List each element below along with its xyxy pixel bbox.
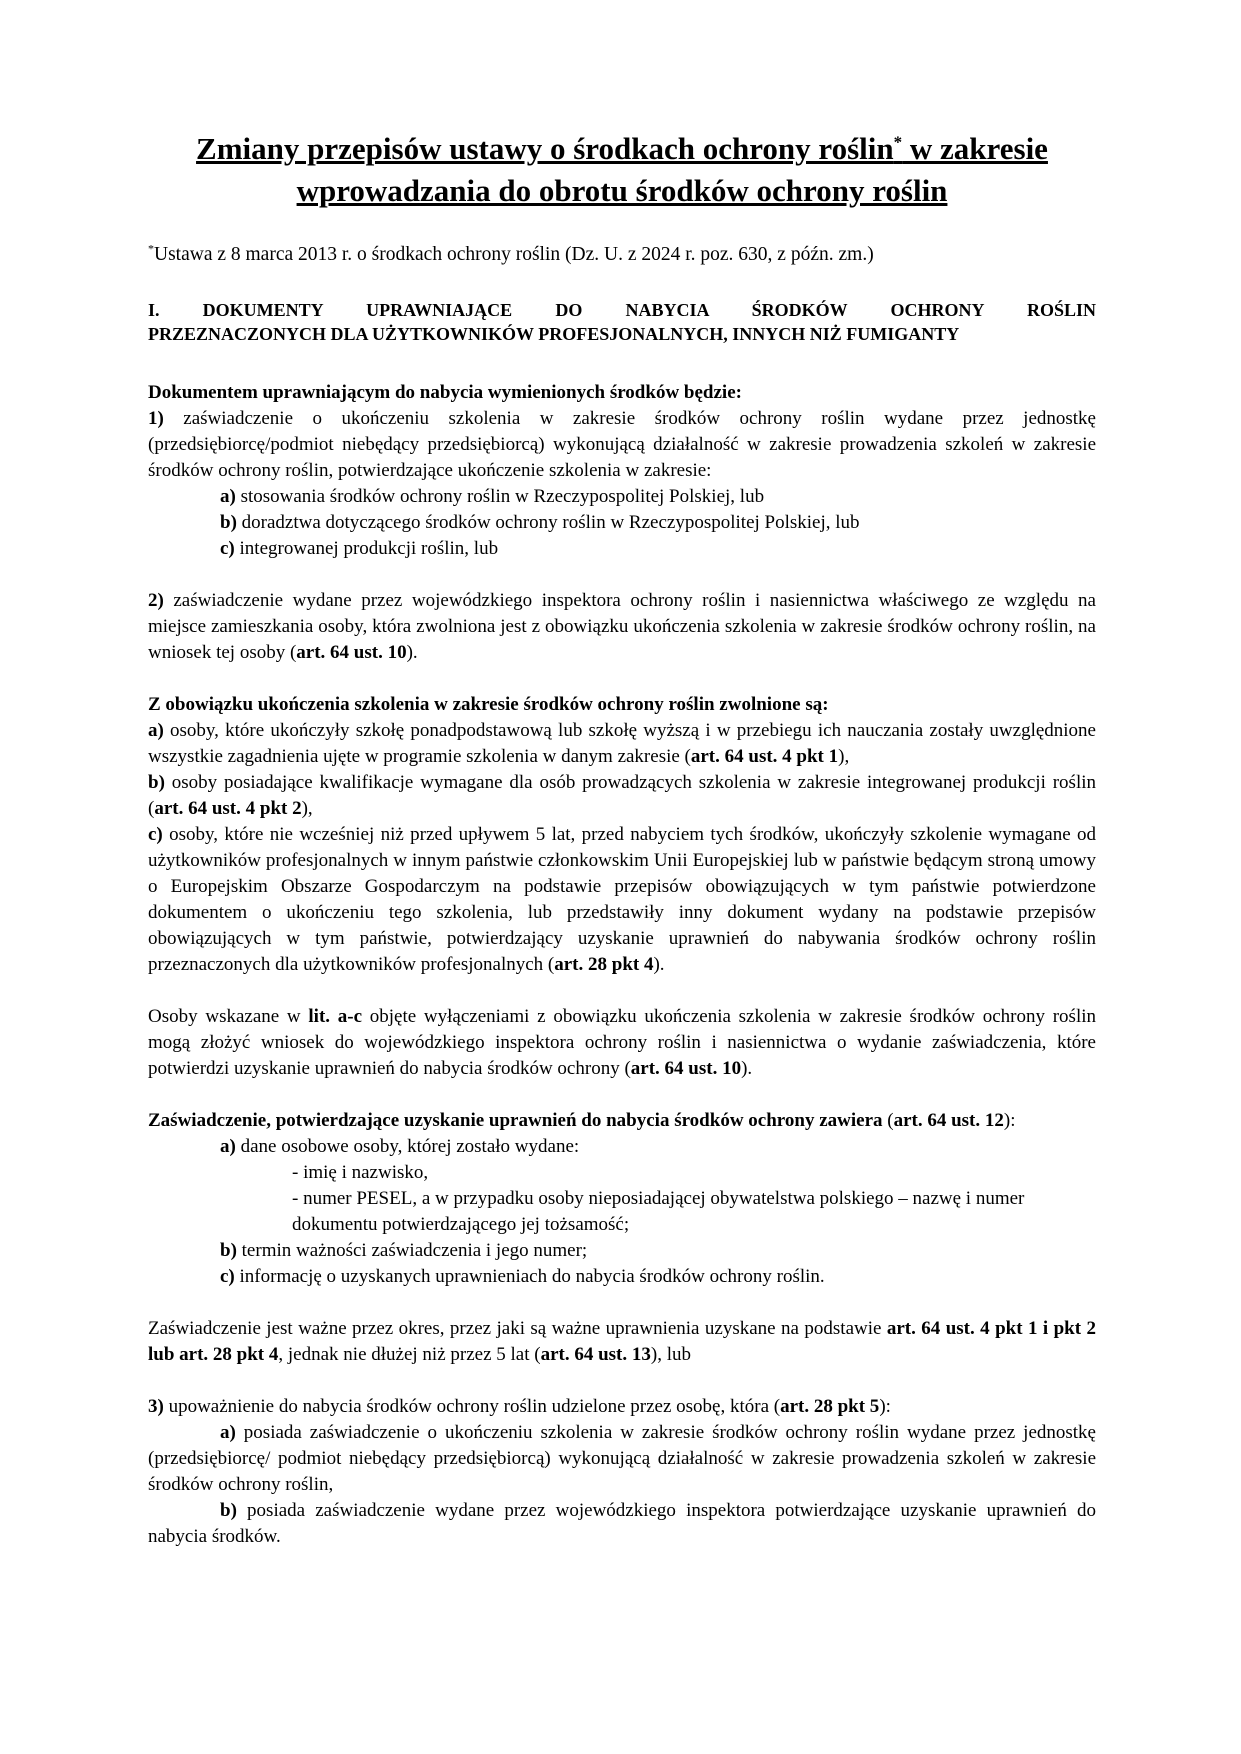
exempt-a: a) osoby, które ukończyły szkołę ponadpodstawową lub szkołę wyższą i w przebiegu ich nauczania zostały uwzględnione wszystkie zagadnienia ujęte w programie szkolenia w danym zakresie (art. 64 ust. 4 pkt 1), bbox=[148, 720, 1096, 767]
certificate-a-sub1: - imię i nazwisko, bbox=[292, 1162, 429, 1183]
document-page bbox=[148, 128, 1096, 1550]
exempt-b: b) osoby posiadające kwalifikacje wymagane dla osób prowadzących szkolenia w zakresie integrowanej produkcji roślin (art. 64 ust. 4 pkt 2), bbox=[148, 772, 1096, 819]
item-1: 1) zaświadczenie o ukończeniu szkolenia w zakresie środków ochrony roślin wydane przez jednostkę (przedsiębiorcę/podmiot niebędący przedsiębiorcą) wykonującą działalność w zakresie prowadzenia szkoleń w zakresie środków ochrony roślin, potwierdzające ukończenie szkolenia w zakresie: bbox=[148, 408, 1096, 481]
certificate-b: b) termin ważności zaświadczenia i jego numer; bbox=[220, 1240, 588, 1261]
doc-intro: Dokumentem uprawniającym do nabycia wymienionych środków będzie: bbox=[148, 382, 742, 403]
document-title bbox=[148, 128, 1096, 212]
persons-paragraph: Osoby wskazane w lit. a-c objęte wyłączeniami z obowiązku ukończenia szkolenia w zakresie środków ochrony roślin mogą złożyć wniosek do wojewódzkiego inspektora ochrony roślin i nasiennictwa o wydanie zaświadczenia, które potwierdzi uzyskanie uprawnień do nabycia środków ochrony (art. 64 ust. 10). bbox=[148, 1006, 1096, 1079]
certificate-c: c) informację o uzyskanych uprawnieniach do nabycia środków ochrony roślin. bbox=[220, 1266, 825, 1287]
certificate-heading: Zaświadczenie, potwierdzające uzyskanie uprawnień do nabycia środków ochrony zawiera (art. 64 ust. 12): bbox=[148, 1110, 1016, 1131]
item-3: 3) upoważnienie do nabycia środków ochrony roślin udzielone przez osobę, która (art. 28 pkt 5): bbox=[148, 1396, 891, 1417]
exempt-c: c) osoby, które nie wcześniej niż przed upływem 5 lat, przed nabyciem tych środków, ukończyły szkolenie wymagane od użytkowników profesjonalnych w innym państwie członkowskim Unii Europejskiej lub w państwie będącym stroną umowy o Europejskim Obszarze Gospodarczym na podstawie przepisów obowiązujących w tym państwie potwierdzone dokumentem o ukończeniu tego szkolenia, lub przedstawiły inny dokument wydany na podstawie przepisów obowiązujących w tym państwie, potwierdzający uzyskanie uprawnień do nabywania środków ochrony roślin przeznaczonych dla użytkowników profesjonalnych (art. 28 pkt 4). bbox=[148, 824, 1096, 975]
item-1-b: b) doradztwa dotyczącego środków ochrony roślin w Rzeczypospolitej Polskiej, lub bbox=[220, 512, 860, 533]
item-1-a: a) stosowania środków ochrony roślin w Rzeczypospolitej Polskiej, lub bbox=[220, 486, 765, 507]
title-line-1: Zmiany przepisów ustawy o środkach ochrony roślin* w zakresie bbox=[196, 131, 1048, 166]
item-3-b: b) posiada zaświadczenie wydane przez wojewódzkiego inspektora potwierdzające uzyskanie uprawnień do nabycia środków. bbox=[148, 1500, 1096, 1547]
footnote: *Ustawa z 8 marca 2013 r. o środkach ochrony roślin (Dz. U. z 2024 r. poz. 630, z późn. zm.) bbox=[148, 241, 874, 265]
certificate-a-sub2: - numer PESEL, a w przypadku osoby nieposiadającej obywatelstwa polskiego – nazwę i numer dokumentu potwierdzającego jej tożsamość; bbox=[292, 1188, 1025, 1235]
item-1-c: c) integrowanej produkcji roślin, lub bbox=[220, 538, 499, 559]
exempt-heading: Z obowiązku ukończenia szkolenia w zakresie środków ochrony roślin zwolnione są: bbox=[148, 694, 829, 715]
title-line-2: wprowadzania do obrotu środków ochrony roślin bbox=[296, 173, 948, 208]
section-heading: I. DOKUMENTY UPRAWNIAJĄCE DO NABYCIA ŚRODKÓW OCHRONY ROŚLIN PRZEZNACZONYCH DLA UŻYTKOWNIKÓW PROFESJONALNYCH, INNYCH NIŻ FUMIGANTY bbox=[148, 300, 1096, 344]
item-2: 2) zaświadczenie wydane przez wojewódzkiego inspektora ochrony roślin i nasiennictwa właściwego ze względu na miejsce zamieszkania osoby, która zwolniona jest z obowiązku ukończenia szkolenia w zakresie środków ochrony roślin, na wniosek tej osoby (art. 64 ust. 10). bbox=[148, 590, 1096, 663]
certificate-a: a) dane osobowe osoby, której zostało wydane: bbox=[220, 1136, 580, 1157]
item-3-a: a) posiada zaświadczenie o ukończeniu szkolenia w zakresie środków ochrony roślin wydane przez jednostkę (przedsiębiorcę/ podmiot niebędący przedsiębiorcą) wykonującą działalność w zakresie prowadzenia szkoleń w zakresie środków ochrony roślin, bbox=[148, 1422, 1096, 1495]
validity-paragraph: Zaświadczenie jest ważne przez okres, przez jaki są ważne uprawnienia uzyskane na podstawie art. 64 ust. 4 pkt 1 i pkt 2 lub art. 28 pkt 4, jednak nie dłużej niż przez 5 lat (art. 64 ust. 13), lub bbox=[148, 1318, 1096, 1365]
